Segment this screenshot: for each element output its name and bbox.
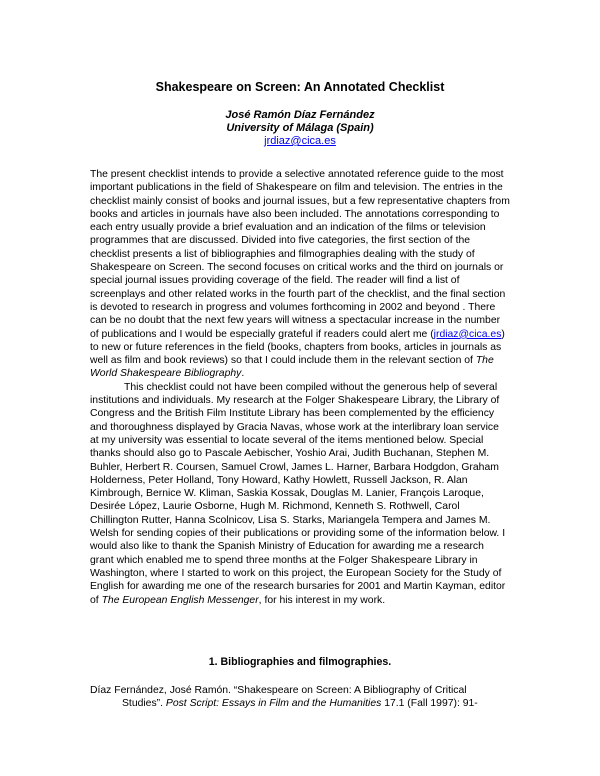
author-email-line xyxy=(0,135,600,149)
entry-text-a: Díaz Fernández, José Ramón. “Shakespeare on Screen: A Bibliography of Critical Studies”. xyxy=(90,685,467,710)
author-name: José Ramón Díaz Fernández xyxy=(225,109,375,121)
intro-paragraph-1 xyxy=(90,168,510,381)
intro-body xyxy=(90,168,510,607)
entry-journal-title: Post Script: Essays in Film and the Humanities xyxy=(165,698,382,710)
author-email-link[interactable]: jrdiaz@cica.es xyxy=(264,135,336,147)
intro-p2-italic-title: The European English Messenger xyxy=(101,594,259,606)
section-heading-bibliographies: 1. Bibliographies and filmographies. xyxy=(208,656,392,668)
intro-p1-end: . xyxy=(241,368,245,380)
intro-p2-end: , for his interest in my work. xyxy=(258,594,386,606)
bibliography-entry xyxy=(90,684,510,711)
inline-email-link[interactable]: jrdiaz@cica.es xyxy=(433,328,502,340)
intro-p1-italic-title: The World Shakespeare Bibliography xyxy=(90,355,494,380)
intro-p2-text: This checklist could not have been compiled without the generous help of several institutions and individuals. My research at the Folger Shakespeare Library, the Library of Congress and the British Film Institute Library has been complemented by the efficiency and thoroughness displayed by Gracia Navas, whose work at the interlibrary loan service at my university was essential to locate several of the items mentioned below. Special thanks should also go to Pascale Aebischer, Yoshio Arai, Judith Buchanan, Stephen M. Buhler, Herbert R. Coursen, Samuel Crowl, James L. Harner, Barbara Hodgdon, Graham Holderness, Peter Holland, Tony Howard, Kathy Howlett, Russell Jackson, R. Alan Kimbrough, Bernice W. Kliman, Saskia Kossak, Douglas M. Lanier, François Laroque, Desirée López, Laurie Osborne, Hugh M. Richmond, Kenneth S. Rothwell, Carol Chillington Rutter, Hanna Scolnicov, Lisa S. Starks, Mariangela Tempera and James M. Welsh for sending copies of their publications or providing some of the information below. I would also like to thank the Spanish Ministry of Education for awarding me a research grant which enabled me to spend three months at the Folger Shakespeare Library in Washington, where I started to work on this project, the European Society for the Study of English for awarding me one of the research bursaries for 2001 and Martin Kayman, editor of xyxy=(90,381,506,606)
intro-paragraph-2 xyxy=(90,381,510,607)
author-affiliation: University of Málaga (Spain) xyxy=(226,122,374,134)
intro-p1-text-a: The present checklist intends to provide a selective annotated reference guide to the most important publications in the field of Shakespeare on film and television. The entries in the checklist mainly consist of books and journal issues, but a few representative chapters from books and articles in journals have also been included. The annotations corresponding to each entry usually provide a brief evaluation and an indication of the films or television programmes that are discussed. Divided into five categories, the first section of the checklist presents a list of bibliographies and filmographies dealing with the study of Shakespeare on Screen. The second focuses on critical works and the third on journals or special journal issues providing coverage of the field. The reader will find a list of screenplays and other related works in the fourth part of the checklist, and the final section is devoted to research in progress and volumes forthcoming in 2002 and beyond . There can be no doubt that the next few years will witness a spectacular increase in the number of publications and I would be especially grateful if readers could alert me ( xyxy=(90,169,510,340)
entry-text-b: 17.1 (Fall 1997): 91- xyxy=(381,698,478,710)
document-title: Shakespeare on Screen: An Annotated Checklist xyxy=(155,80,445,94)
intro-p1-text-b: ) to new or future references in the field (books, chapters from books, articles in journals as well as film and book reviews) so that I could include them in the relevant section of xyxy=(90,328,505,367)
